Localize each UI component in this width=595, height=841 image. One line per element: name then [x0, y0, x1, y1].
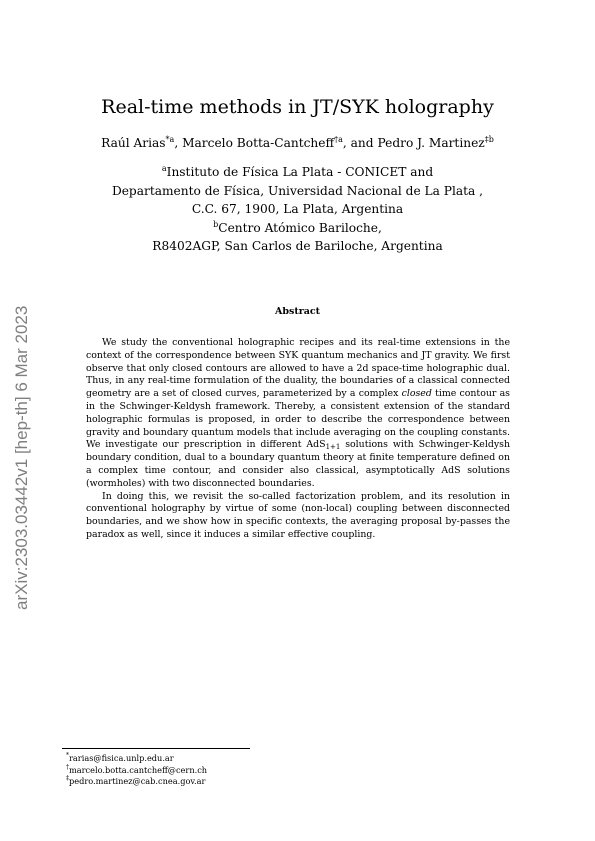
author-name: Marcelo Botta-Cantcheff: [182, 136, 335, 150]
abstract-heading: Abstract: [274, 306, 321, 317]
footnote-divider: [62, 748, 250, 749]
footnote-mark: ‡: [66, 775, 69, 783]
author-mark: †a: [334, 135, 343, 144]
affiliation-line: $^a$Instituto de Física La Plata - CONICET and: [161, 164, 434, 179]
paper-title: Real-time methods in JT/SYK holography: [101, 96, 494, 118]
footnote-mark: *: [66, 752, 69, 759]
author-separator: , and: [342, 136, 378, 150]
affiliation-line: R8402AGP, San Carlos de Bariloche, Argentina: [152, 239, 443, 254]
footnotes: [66, 753, 207, 788]
footnote-email-link[interactable]: rarias@fisica.unlp.edu.ar: [69, 753, 174, 763]
author-mark: *a: [165, 135, 175, 144]
subscript: 1+1: [325, 443, 341, 452]
author-name: Raúl Arias: [101, 136, 166, 150]
footnote-email-link[interactable]: marcelo.botta.cantcheff@cern.ch: [69, 764, 208, 775]
author-name: Pedro J. Martinez: [377, 136, 485, 150]
author-mark: ‡b: [484, 135, 494, 144]
affiliation-mark: b: [213, 219, 219, 229]
affiliation-line: Departamento de Física, Universidad Nacional de La Plata ,: [111, 183, 484, 198]
arxiv-identifier-stamp: arXiv:2303.03442v1 [hep-th] 6 Mar 2023: [12, 305, 31, 610]
affiliation-line: C.C. 67, 1900, La Plata, Argentina: [191, 202, 404, 217]
footnote-mark: †: [66, 763, 69, 771]
affiliation-mark: a: [161, 164, 167, 173]
footnote: [66, 776, 207, 788]
footnote-email-link[interactable]: pedro.martinez@cab.cnea.gov.ar: [69, 776, 206, 787]
affiliations: [0, 163, 595, 256]
abstract-body: [86, 337, 510, 542]
affiliation-line: $^b$Centro Atómico Bariloche,: [213, 219, 382, 235]
abstract-paragraph: In doing this, we revisit the so-called factorization problem, and its resolution in conventional holography by virtue of some (non-local) coupling between disconnected boundaries, and we show how in specific contexts, the averaging proposal by-passes the paradox as well, since it induces a similar effective coupling.: [86, 490, 510, 540]
footnote: [66, 753, 207, 765]
emphasis: closed: [401, 388, 432, 400]
author-separator: ,: [174, 136, 183, 150]
abstract-paragraph: We study the conventional holographic recipes and its real-time extensions in the context of the correspondence between SYK quantum mechanics and JT gravity. We first observe that only closed contours are allowed to have a 2d space-time holographic dual. Thus, in any real-time formulation of the duality, the boundaries of a classical connected geometry are a set of closed curves, parameterized by a complex closed time contour as in the Schwinger-Keldysh framework. Thereby, a consistent extension of the standard holographic formulas is proposed, in order to describe the correspondence between gravity and boundary quantum models that include averaging on the coupling constants. We investigate our prescription in different AdS$_{1+1}$ solutions with Schwinger-Keldysh boundary condition, dual to a boundary quantum theory at finite temperature defined on a complex time contour, and consider also classical, asymptotically AdS solutions (wormholes) with two disconnected boundaries.: [86, 337, 510, 489]
footnote: [66, 765, 207, 777]
author-list: [0, 136, 595, 150]
